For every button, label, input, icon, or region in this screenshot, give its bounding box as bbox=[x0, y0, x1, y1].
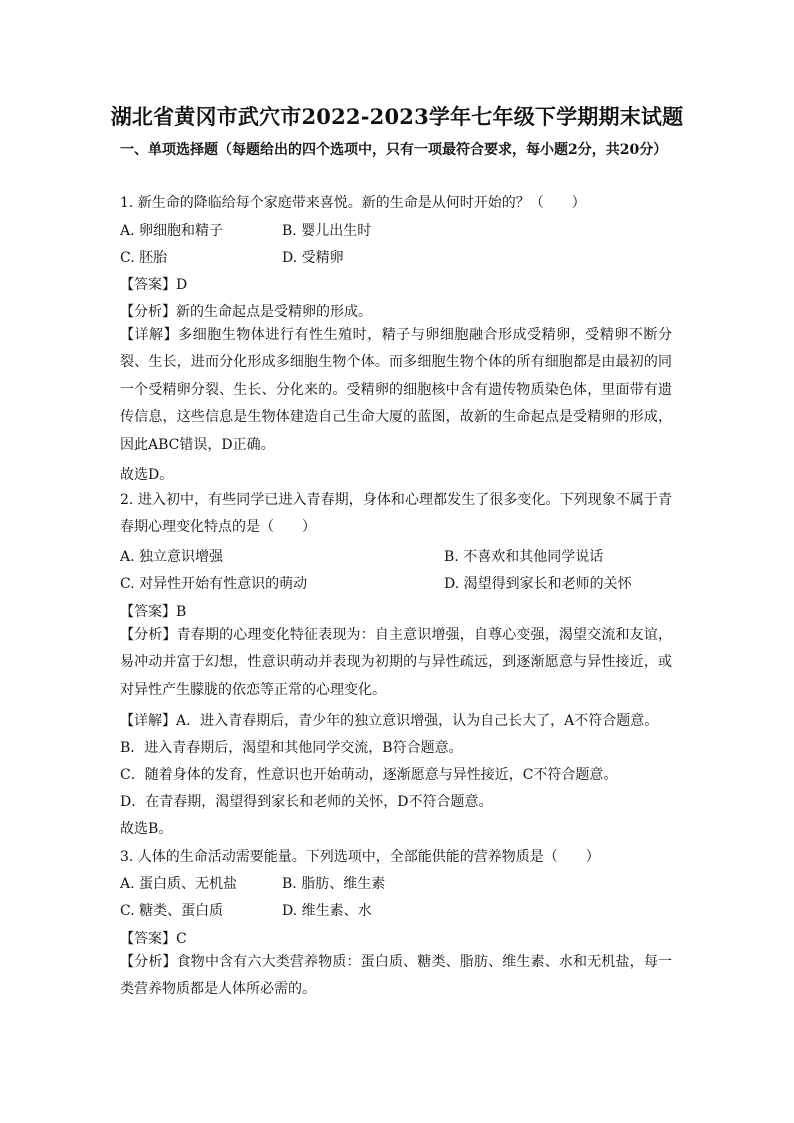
q1-option-d: D. 受精卵 bbox=[282, 250, 344, 266]
doc-title: 湖北省黄冈市武穴市2022-2023学年七年级下学期期末试题 bbox=[110, 104, 684, 129]
q3-option-d: D. 维生素、水 bbox=[282, 903, 372, 919]
q1-answer: 【答案】D bbox=[120, 277, 188, 293]
section-heading: 一、单项选择题（每题给出的四个选项中，只有一项最符合要求，每小题2分，共20分） bbox=[120, 142, 668, 158]
q2-option-a: A. 独立意识增强 bbox=[120, 549, 224, 565]
q1-choose: 故选D。 bbox=[120, 467, 174, 483]
q1-option-b: B. 婴儿出生时 bbox=[282, 223, 372, 239]
q2-option-d: D. 渴望得到家长和老师的关怀 bbox=[444, 576, 632, 592]
q3-stem: 3. 人体的生命活动需要能量。下列选项中，全部能供能的营养物质是（ ） bbox=[120, 849, 600, 865]
q1-option-c: C. 胚胎 bbox=[120, 250, 168, 266]
q3-answer: 【答案】C bbox=[120, 931, 187, 947]
q2-analysis: 【分析】青春期的心理变化特征表现为：自主意识增强，自尊心变强，渴望交流和友谊，易冲动并富于幻想，性意识萌动并表现为初期的与异性疏远，到逐渐愿意与异性接近，或对异性产生朦胧的依恋等正常的心理变化。 bbox=[120, 627, 672, 698]
q3-option-b: B. 脂肪、维生素 bbox=[282, 876, 386, 892]
q2-stem: 2. 进入初中，有些同学已进入青春期，身体和心理都发生了很多变化。下列现象不属于青春期心理变化特点的是（ ） bbox=[120, 492, 672, 536]
q2-detail-c: C．随着身体的发育，性意识也开始萌动，逐渐愿意与异性接近，C不符合题意。 bbox=[120, 767, 618, 783]
q2-detail-b: B．进入青春期后，渴望和其他同学交流，B符合题意。 bbox=[120, 740, 463, 756]
q2-detail-a: 【详解】A．进入青春期后，青少年的独立意识增强，认为自己长大了，A不符合题意。 bbox=[120, 713, 659, 729]
q3-option-a: A. 蛋白质、无机盐 bbox=[120, 876, 238, 892]
q1-stem: 1. 新生命的降临给每个家庭带来喜悦。新的生命是从何时开始的？（ ） bbox=[120, 195, 586, 211]
q2-answer: 【答案】B bbox=[120, 604, 187, 620]
q2-option-c: C. 对异性开始有性意识的萌动 bbox=[120, 576, 308, 592]
q2-detail-d: D．在青春期，渴望得到家长和老师的关怀，D不符合题意。 bbox=[120, 794, 493, 810]
q3-option-c: C. 糖类、蛋白质 bbox=[120, 903, 224, 919]
q1-detail: 【详解】多细胞生物体进行有性生殖时，精子与卵细胞融合形成受精卵，受精卵不断分裂、生长，进而分化形成多细胞生物个体。而多细胞生物个体的所有细胞都是由最初的同一个受精卵分裂、生长、分化来的。受精卵的细胞核中含有遗传物质染色体，里面带有遗传信息，这些信息是生物体建造自己生命大厦的蓝图，故新的生命起点是受精卵的形成，因此ABC错误，D正确。 bbox=[120, 327, 672, 453]
q2-choose: 故选B。 bbox=[120, 821, 173, 837]
q2-option-b: B. 不喜欢和其他同学说话 bbox=[444, 549, 604, 565]
q1-option-a: A. 卵细胞和精子 bbox=[120, 223, 224, 239]
q3-analysis: 【分析】食物中含有六大类营养物质：蛋白质、糖类、脂肪、维生素、水和无机盐，每一类营养物质都是人体所必需的。 bbox=[120, 954, 672, 998]
q1-analysis: 【分析】新的生命起点是受精卵的形成。 bbox=[120, 304, 372, 320]
